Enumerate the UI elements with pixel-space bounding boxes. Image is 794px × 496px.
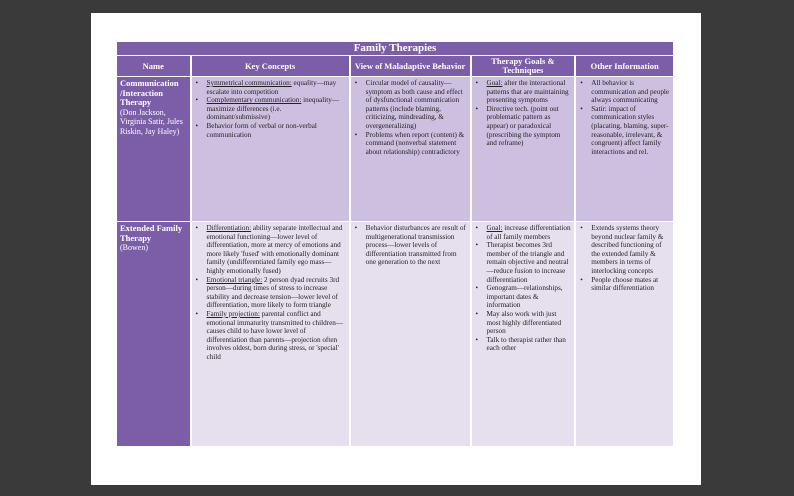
bullet-item bbox=[591, 105, 670, 157]
bullet-text: alter the interactional patterns that are maintaining presenting symptoms bbox=[486, 79, 569, 105]
bullet-item bbox=[487, 284, 572, 310]
maladaptive-cell bbox=[351, 77, 470, 221]
bullet-text: ability separate intellectual and emotional functioning—lower level of differentiation, more at mercy of emotions and more likely 'fused' with emotionally dominant family (undifferentiated family ego mass—highly emotionally fused) bbox=[206, 224, 343, 275]
bullet-text: May also work with just most highly differentiated person bbox=[486, 309, 562, 336]
bullet-text: Problems when report (content) & command (nonverbal statement about relationship) contradictory bbox=[365, 130, 465, 156]
header-goals: Therapy Goals & Techniques bbox=[472, 56, 575, 76]
bullet-item bbox=[591, 79, 670, 105]
bullet-text: Satir: impact of communication styles (placating, blaming, super-reasonable, irrelevant, & congruent) affect family interactions and rel. bbox=[591, 104, 669, 156]
bullet-text: 2 person dyad recruits 3rd person—during times of stress to increase stability and decrease tension—lower level of differentiation, more likely to form triangle bbox=[206, 275, 340, 310]
therapy-name-cell bbox=[117, 222, 190, 446]
therapy-name: Communication /Interaction Therapy bbox=[120, 78, 179, 107]
therapy-name: Extended Family Therapy bbox=[120, 223, 183, 243]
bullet-text: Behavior form of verbal or non-verbal communication bbox=[206, 121, 317, 139]
bullet-text: parental conflict and emotional immaturity transmitted to children—causes child to have lower level of differentiation than parents—projection often involves oldest, born during stress, or 'special' child bbox=[206, 309, 344, 361]
bullet-text: Circular model of causality—symptom as both cause and effect of dysfunctional communication patterns (include blaming, criticizing, mindreading, & overgeneralizing) bbox=[365, 79, 463, 130]
bullet-term: Complementary communication: bbox=[206, 96, 302, 105]
bullet-text: Talk to therapist rather than each other bbox=[486, 335, 566, 353]
header-other: Other Information bbox=[576, 56, 673, 76]
header-maladaptive: View of Maladaptive Behavior bbox=[351, 56, 470, 76]
goals-cell bbox=[472, 222, 575, 446]
bullet-item bbox=[366, 131, 467, 157]
bullet-item bbox=[487, 79, 572, 105]
key-concepts-cell bbox=[192, 222, 349, 446]
bullet-text: Extends systems theory beyond nuclear family & described functioning of the extended family & members in terms of interlocking concepts bbox=[591, 224, 664, 275]
bullet-item bbox=[207, 310, 346, 362]
bullet-item bbox=[487, 310, 572, 336]
bullet-item bbox=[207, 276, 346, 310]
document-page bbox=[91, 13, 701, 485]
bullet-text: equality—may escalate into competition bbox=[206, 79, 337, 96]
bullet-term: Emotional triangle: bbox=[206, 275, 263, 284]
bullet-term: Family projection: bbox=[206, 309, 260, 318]
header-key-concepts: Key Concepts bbox=[192, 56, 349, 76]
bullet-item bbox=[207, 122, 346, 139]
bullet-item bbox=[207, 96, 346, 122]
bullet-text: Directive tech. (point out problematic pattern as appear) or paradoxical (prescribing the symptom and reframe) bbox=[486, 104, 561, 148]
bullet-text: Behavior disturbances are result of multigenerational transmission process—lower levels of differentiation transmitted from one generation to the next bbox=[365, 224, 466, 267]
bullet-item bbox=[487, 105, 572, 148]
bullet-text: Genogram—relationships, important dates & information bbox=[486, 284, 563, 310]
bullet-text: People choose mates at similar differentiation bbox=[591, 275, 659, 293]
bullet-text: Therapist becomes 3rd member of the triangle and remain objective and neutral—reduce fusion to increase differentiation bbox=[486, 241, 569, 284]
bullet-item bbox=[207, 79, 346, 96]
bullet-term: Differentiation: bbox=[206, 224, 252, 232]
table-row bbox=[117, 222, 673, 446]
bullet-item bbox=[207, 224, 346, 276]
bullet-item bbox=[487, 241, 572, 284]
other-info-cell bbox=[576, 222, 673, 446]
bullet-term: Goal: bbox=[486, 79, 503, 87]
bullet-text: increase differentiation of all family members bbox=[486, 224, 571, 241]
bullet-item bbox=[366, 224, 467, 267]
table-title: Family Therapies bbox=[117, 42, 673, 55]
therapy-name-cell bbox=[117, 77, 190, 221]
bullet-item bbox=[591, 276, 670, 293]
bullet-term: Goal: bbox=[486, 224, 503, 232]
key-concepts-cell bbox=[192, 77, 349, 221]
maladaptive-cell bbox=[351, 222, 470, 446]
bullet-term: Symmetrical communication: bbox=[206, 79, 292, 87]
family-therapies-table bbox=[115, 41, 675, 447]
header-name: Name bbox=[117, 56, 190, 76]
bullet-text: All behavior is communication and people always communicating bbox=[591, 79, 670, 105]
therapy-authors: (Don Jackson, Virginia Satir, Jules Riskin, Jay Haley) bbox=[120, 107, 183, 136]
table-row bbox=[117, 77, 673, 221]
other-info-cell bbox=[576, 77, 673, 221]
bullet-item bbox=[591, 224, 670, 276]
bullet-text: inequality—maximize differences (i.e. dominant/submissive) bbox=[206, 96, 340, 122]
therapy-authors: (Bowen) bbox=[120, 243, 148, 252]
bullet-item bbox=[487, 336, 572, 353]
bullet-item bbox=[487, 224, 572, 241]
bullet-item bbox=[366, 79, 467, 131]
goals-cell bbox=[472, 77, 575, 221]
